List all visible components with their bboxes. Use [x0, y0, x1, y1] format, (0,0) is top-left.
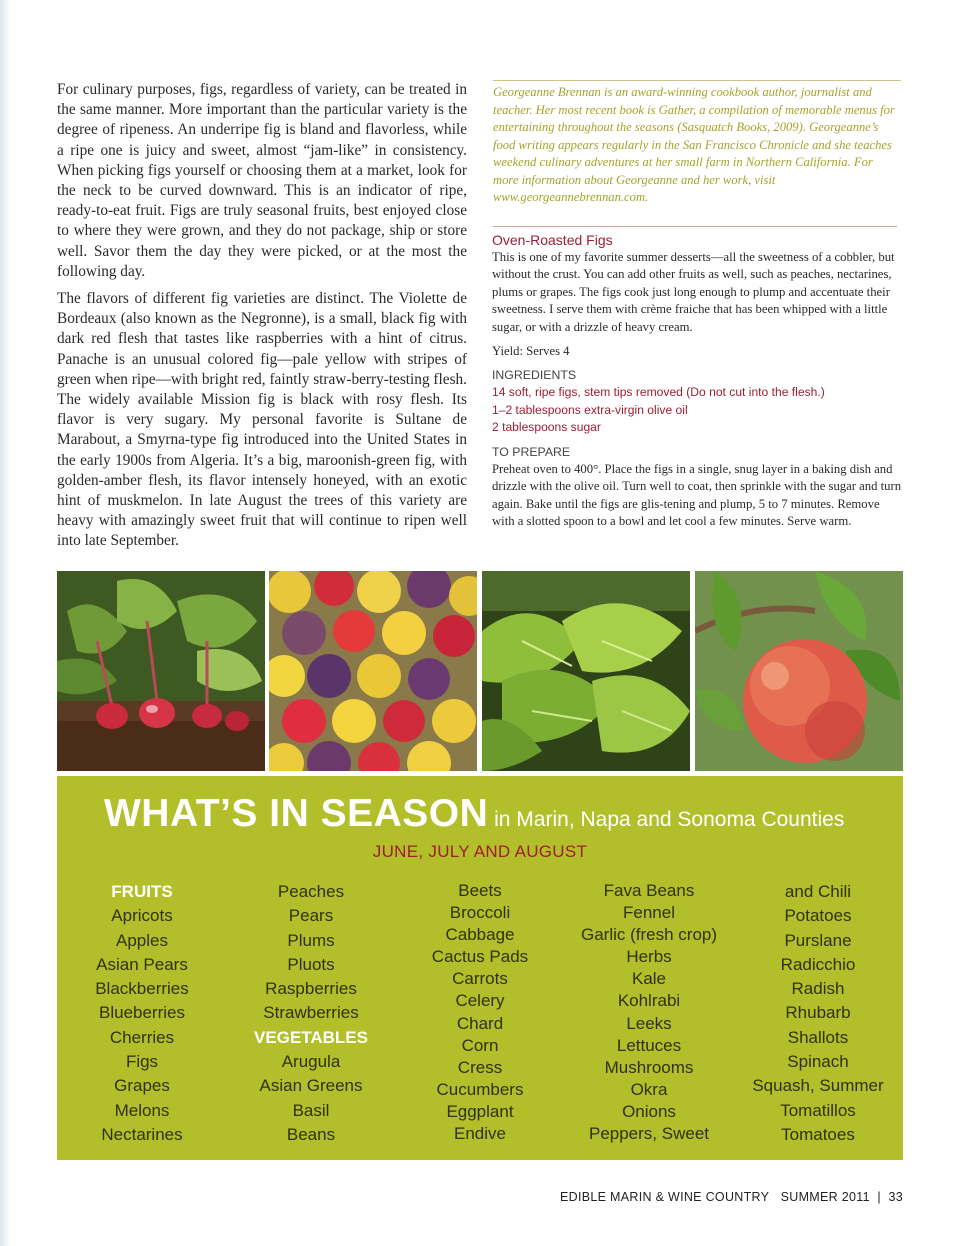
season-title: WHAT’S IN SEASON — [104, 792, 489, 835]
season-item: Garlic (fresh crop) — [580, 925, 718, 945]
season-item: Squash, Summer — [752, 1076, 884, 1096]
lettuce-photo — [482, 571, 690, 771]
season-item: Cherries — [109, 1027, 175, 1047]
season-column-2 — [231, 880, 391, 1147]
season-item: Plums — [287, 930, 335, 950]
season-subtitle: in Marin, Napa and Sonoma Counties — [488, 808, 845, 831]
recipe-yield: Yield: Serves 4 — [492, 344, 570, 359]
season-item: Raspberries — [265, 979, 357, 999]
season-item: Leeks — [626, 1013, 672, 1033]
season-item: Pears — [288, 906, 334, 926]
plums-photo — [269, 571, 477, 771]
ingredients-list — [492, 384, 902, 437]
page-footer — [560, 1190, 903, 1204]
ingredient-item: 2 tablespoons sugar — [492, 420, 601, 435]
season-item: Peaches — [277, 882, 345, 901]
season-item: Tomatillos — [780, 1100, 856, 1120]
ingredient-item: 14 soft, ripe figs, stem tips removed (Do not cut into the flesh.) — [492, 385, 825, 400]
season-item: Cabbage — [445, 925, 515, 945]
season-item: Fennel — [623, 903, 675, 923]
season-item: Melons — [114, 1100, 170, 1120]
season-item: Beets — [458, 881, 502, 900]
season-item: Radish — [791, 979, 845, 999]
photo-strip — [57, 571, 903, 771]
season-item: Grapes — [114, 1076, 170, 1096]
season-item: Spinach — [787, 1052, 849, 1072]
season-item: Blueberries — [99, 1003, 185, 1023]
prepare-heading: TO PREPARE — [492, 444, 571, 459]
season-item: Beans — [286, 1124, 336, 1144]
whats-in-season-panel — [57, 776, 903, 1160]
page-number: 33 — [888, 1190, 903, 1204]
season-item: Radicchio — [780, 954, 856, 974]
season-item: Corn — [461, 1035, 499, 1055]
recipe-intro: This is one of my favorite summer desserts—all the sweetness of a cobbler, but without the crust. You can add other fruits as well, such as peaches, nectarines, plums or grapes. The figs cook just long enough to plump and accentuate their sweetness. I serve them with crème fraiche that has been whipped with a little sugar, or with a drizzle of heavy cream. — [492, 250, 895, 334]
season-category-heading: VEGETABLES — [254, 1027, 368, 1047]
ingredient-item: 1–2 tablespoons extra-virgin olive oil — [492, 402, 688, 417]
season-item: Apricots — [111, 906, 173, 926]
season-item: Lettuces — [616, 1035, 682, 1055]
season-item: Arugula — [281, 1052, 341, 1072]
season-item: and Chili — [784, 882, 852, 901]
footer-publication: EDIBLE MARIN & WINE COUNTRY — [559, 1190, 770, 1204]
season-item: Shallots — [787, 1027, 849, 1047]
season-column-3 — [400, 880, 560, 1145]
season-item: Cucumbers — [436, 1079, 524, 1099]
radishes-photo — [57, 571, 265, 771]
season-item: Eggplant — [446, 1101, 514, 1121]
article-paragraph-1: For culinary purposes, figs, regardless of variety, can be treated in the same manner. More important than the particular variety is the degree of ripeness. An underripe fig is bland and flavorless, while a ripe one is juicy and sweet, almost “jam-like” in consistency. When picking figs yourself or choosing them at a market, look for the neck to be curved downward. This is an indicator of ripe, ready-to-eat fruit. Figs are truly seasonal fruits, best enjoyed close to where they were grown, and they do not package, ship or store well. Savor them the day they were picked, or at the most the following day. — [57, 81, 467, 280]
season-item: Okra — [630, 1079, 668, 1099]
season-item: Broccoli — [449, 903, 511, 923]
article-body — [57, 80, 467, 559]
season-item: Peppers, Sweet — [588, 1124, 709, 1144]
season-item: Tomatoes — [781, 1124, 855, 1144]
season-item: Pluots — [287, 954, 335, 974]
footer-issue: SUMMER 2011 — [780, 1190, 870, 1204]
season-item: Asian Greens — [259, 1076, 363, 1096]
season-item: Celery — [455, 991, 505, 1011]
season-item: Chard — [456, 1013, 504, 1033]
season-column-1 — [62, 880, 222, 1147]
season-item: Apples — [116, 930, 168, 950]
season-item: Cactus Pads — [431, 947, 529, 967]
season-column-4 — [569, 880, 729, 1145]
season-item: Fava Beans — [603, 881, 695, 900]
season-item: Nectarines — [101, 1124, 183, 1144]
season-item: Purslane — [784, 930, 852, 950]
season-item: Endive — [454, 1124, 506, 1144]
peach-photo — [695, 571, 903, 771]
season-item: Herbs — [626, 947, 672, 967]
season-item: Asian Pears — [96, 954, 188, 974]
season-item: Mushrooms — [604, 1057, 694, 1077]
author-bio — [493, 80, 901, 207]
author-bio-text: Georgeanne Brennan is an award-winning cookbook author, journalist and teacher. Her most recent book is Gather, a compilation of memorable menus for entertaining throughout the seasons (Sasquatch Books, 2009). Georgeanne’s food writing appears regularly in the San Francisco Chronicle and she teaches weekend culinary adventures at her small farm in Northern California. For more information about Georgeanne and her work, visit www.georgeannebrennan.com. — [493, 85, 895, 204]
article-paragraph-2: The flavors of different fig varieties are distinct. The Violette de Bordeaux (also known as the Negronne), is a small, black fig with dark red flesh that tastes like raspberries with a hint of citrus. Panache is an unusual colored fig—pale yellow with stripes of green when ripe—with bright red, faintly straw-berry-testing flesh. The widely available Mission fig is black with rosy flesh. Its flavor is very sugary. My personal favorite is Sultane de Marabout, a Smyrna-type fig introduced into the United States in the early 1900s from Algeria. It’s a big, maroonish-green fig, with golden-amber flesh, its flavor intensely honeyed, with an exotic hint of muskmelon. In late August the trees of this variety are heavy with amazingly sweet fruit that will continue to ripen well into late September. — [57, 290, 467, 550]
season-item: Basil — [292, 1100, 330, 1120]
season-item: Cress — [457, 1057, 503, 1077]
recipe — [492, 232, 902, 531]
season-item: Onions — [622, 1101, 676, 1121]
bio-divider — [493, 226, 897, 227]
prepare-instructions: Preheat oven to 400°. Place the figs in a single, snug layer in a baking dish and drizzle with the olive oil. Turn well to coat, then sprinkle with the sugar and turn again. Bake until the figs are glis-tening and plump, 5 to 7 minutes. Remove with a slotted spoon to a bowl and let cool a few minutes. Serve warm. — [492, 461, 902, 529]
page-edge-shade — [0, 0, 10, 1246]
season-months: JUNE, JULY AND AUGUST — [372, 842, 588, 861]
ingredients-heading: INGREDIENTS — [492, 368, 577, 383]
season-item: Carrots — [452, 969, 508, 989]
season-item: Kohlrabi — [617, 991, 681, 1011]
season-item: Potatoes — [784, 906, 852, 926]
season-category-heading: FRUITS — [111, 882, 173, 901]
season-item: Figs — [125, 1052, 159, 1072]
season-item: Kale — [631, 969, 667, 989]
season-item: Strawberries — [263, 1003, 359, 1023]
recipe-title: Oven-Roasted Figs — [492, 232, 613, 248]
season-item: Blackberries — [95, 979, 189, 999]
season-item: Rhubarb — [785, 1003, 851, 1023]
season-column-5 — [738, 880, 898, 1147]
footer-separator: | — [877, 1190, 881, 1204]
season-heading — [104, 792, 844, 836]
